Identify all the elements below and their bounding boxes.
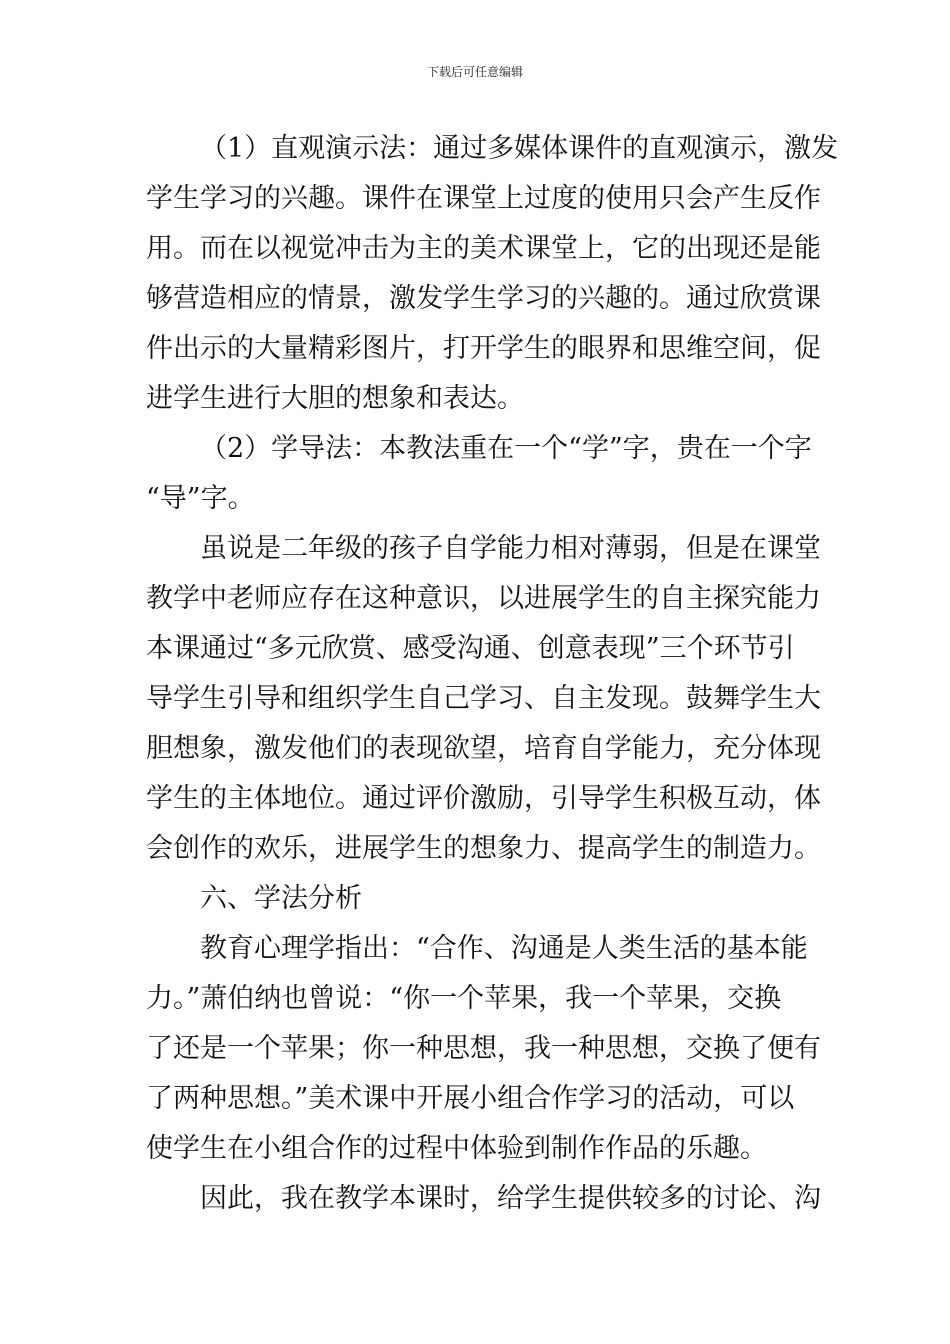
text-line: 本课通过“多元欣赏、感受沟通、创意表现”三个环节引 (146, 633, 795, 664)
text-line: 了还是一个苹果；你一种思想，我一种思想，交换了便有 (146, 1033, 821, 1064)
text-line: 用。而在以视觉冲击为主的美术课堂上，它的出现还是能 (146, 233, 821, 264)
text-line: 够营造相应的情景，激发学生学习的兴趣的。通过欣赏课 (146, 283, 821, 314)
text-line: 虽说是二年级的孩子自学能力相对薄弱，但是在课堂 (200, 533, 821, 564)
text-line: 导学生引导和组织学生自己学习、自主发现。鼓舞学生大 (146, 683, 821, 714)
text-line: 六、学法分析 (200, 883, 362, 914)
text-line: 了两种思想。”美术课中开展小组合作学习的活动，可以 (146, 1083, 795, 1114)
text-line: 学生学习的兴趣。课件在课堂上过度的使用只会产生反作 (146, 183, 821, 214)
text-line: 学生的主体地位。通过评价激励，引导学生积极互动，体 (146, 783, 821, 814)
page-header: 下载后可任意编辑 (426, 65, 523, 79)
text-line: 件出示的大量精彩图片，打开学生的眼界和思维空间，促 (146, 333, 821, 364)
text-line: （1）直观演示法：通过多媒体课件的直观演示，激发 (200, 133, 839, 164)
text-line: 进学生进行大胆的想象和表达。 (146, 383, 524, 414)
text-line: 使学生在小组合作的过程中体验到制作作品的乐趣。 (146, 1133, 767, 1164)
text-line: 教育心理学指出：“合作、沟通是人类生活的基本能 (200, 933, 808, 964)
document-body (146, 124, 839, 1224)
text-line: 胆想象，激发他们的表现欲望，培育自学能力，充分体现 (146, 733, 821, 764)
text-line: 教学中老师应存在这种意识，以进展学生的自主探究能力 (146, 583, 821, 614)
text-line: “导”字。 (146, 483, 255, 514)
text-line: 会创作的欢乐，进展学生的想象力、提高学生的制造力。 (146, 833, 821, 864)
text-line: 力。”萧伯纳也曾说：“你一个苹果，我一个苹果，交换 (146, 983, 782, 1014)
text-line: （2）学导法：本教法重在一个“学”字，贵在一个字 (200, 433, 812, 464)
text-line: 因此，我在教学本课时，给学生提供较多的讨论、沟 (200, 1183, 821, 1214)
